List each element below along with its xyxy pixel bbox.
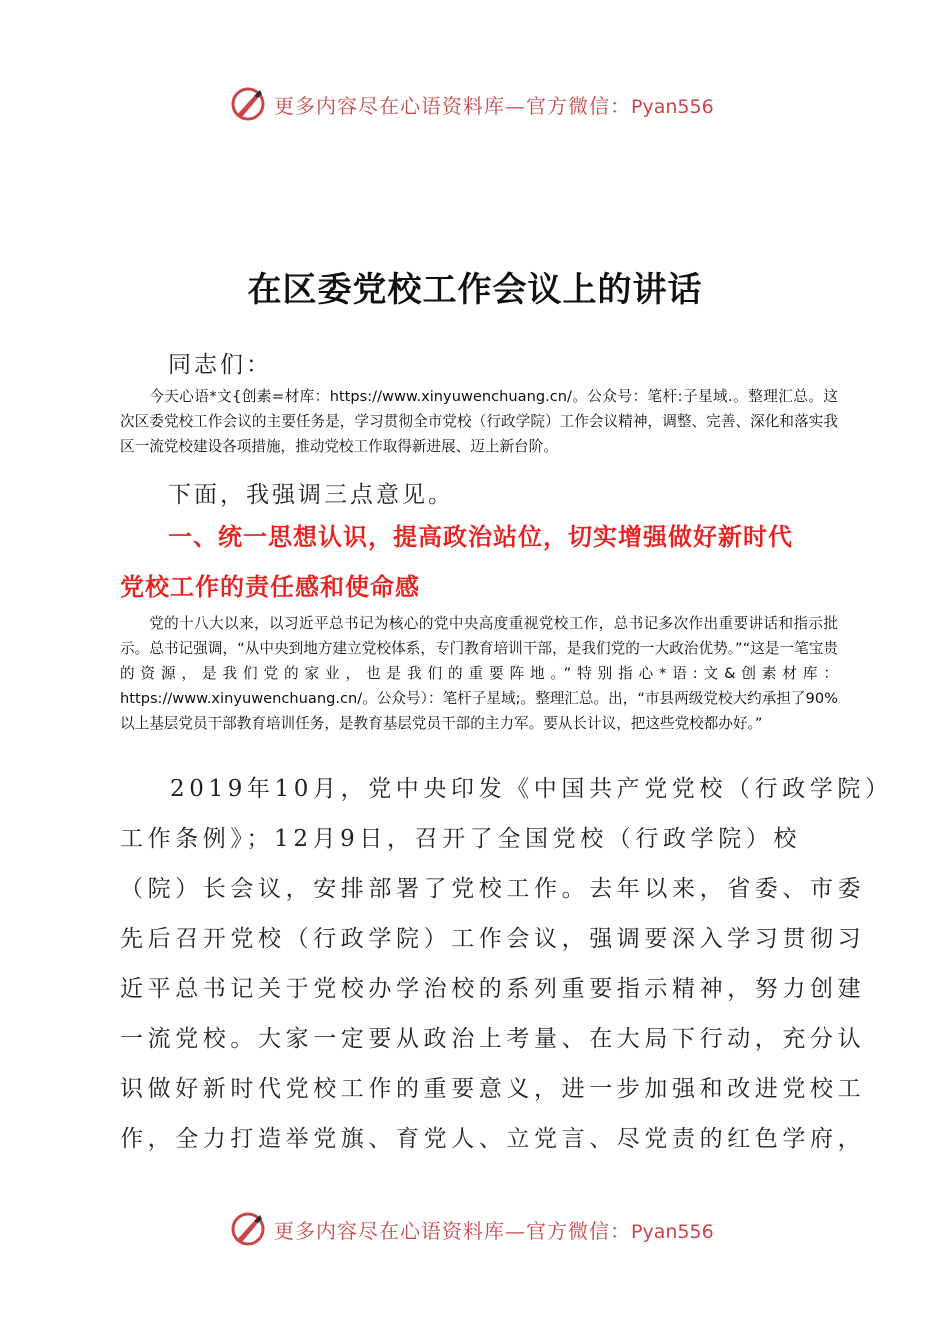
greeting: 同志们： <box>168 352 272 378</box>
pen-logo-icon <box>230 1211 266 1247</box>
paragraph-2-line: 作，全力打造举党旗、育党人、立党言、尽党责的红色学府， <box>120 1126 866 1152</box>
pen-logo-icon <box>230 86 266 122</box>
paragraph-2-line: 2019年10月，党中央印发《中国共产党党校（行政学院） <box>170 776 893 802</box>
section-heading-line-2: 党校工作的责任感和使命感 <box>120 573 420 601</box>
bottom-watermark-banner <box>0 1205 950 1253</box>
paragraph-2-line: （院）长会议，安排部署了党校工作。去年以来，省委、市委 <box>120 876 866 902</box>
section-heading-1 <box>120 512 840 612</box>
paragraph-2-line: 先后召开党校（行政学院）工作会议，强调要深入学习贯彻习 <box>120 926 866 952</box>
section-heading-line-1: 一、统一思想认识，提高政治站位，切实增强做好新时代 <box>168 523 793 551</box>
paragraph-2-line: 近平总书记关于党校办学治校的系列重要指示精神，努力创建 <box>120 976 866 1002</box>
paragraph-2-line: 一流党校。大家一定要从政治上考量、在大局下行动，充分认 <box>120 1026 866 1052</box>
transition-line: 下面，我强调三点意见。 <box>168 482 454 508</box>
paragraph-2 <box>120 764 893 1164</box>
document-title: 在区委党校工作会议上的讲话 <box>247 270 703 310</box>
banner-wechat-id: Pyan556 <box>631 1220 714 1243</box>
intro-text: 今天心语*文{创素=材库：https://www.xinyuwenchuang.cn/。公众号：笔杆:子星域.。整理汇总。这次区委党校工作会议的主要任务是，学习贯彻全市党校（行政学院）工作会议精神，调整、完善、深化和落实我区一流党校建设各项措施，推动党校工作取得新进展、迈上新台阶。 <box>120 388 838 455</box>
paragraph-2-line: 工作条例》；12月9日，召开了全国党校（行政学院）校 <box>120 826 801 852</box>
banner-text: 更多内容尽在心语资料库—官方微信： <box>274 93 631 118</box>
banner-text: 更多内容尽在心语资料库—官方微信： <box>274 1218 631 1243</box>
paragraph-2-line: 识做好新时代党校工作的重要意义，进一步加强和改进党校工 <box>120 1076 866 1102</box>
intro-paragraph <box>120 384 838 459</box>
paragraph-1 <box>120 611 838 736</box>
paragraph-1-text: 党的十八大以来，以习近平总书记为核心的党中央高度重视党校工作，总书记多次作出重要讲话和指示批示。总书记强调，“从中央到地方建立党校体系，专门教育培训干部，是我们党的一大政治优势。”“这是一笔宝贵的资源，是我们党的家业，也是我们的重要阵地。”特别指心*语:文&创素材库：https://www.xinyuwenchuang.cn/。公众号）：笔杆子星域;。整理汇总。出，“市县两级党校大约承担了90%以上基层党员干部教育培训任务，是教育基层党员干部的主力军。要从长计议，把这些党校都办好。” <box>120 615 838 732</box>
banner-wechat-id: Pyan556 <box>631 95 714 118</box>
top-watermark-banner <box>0 80 950 128</box>
